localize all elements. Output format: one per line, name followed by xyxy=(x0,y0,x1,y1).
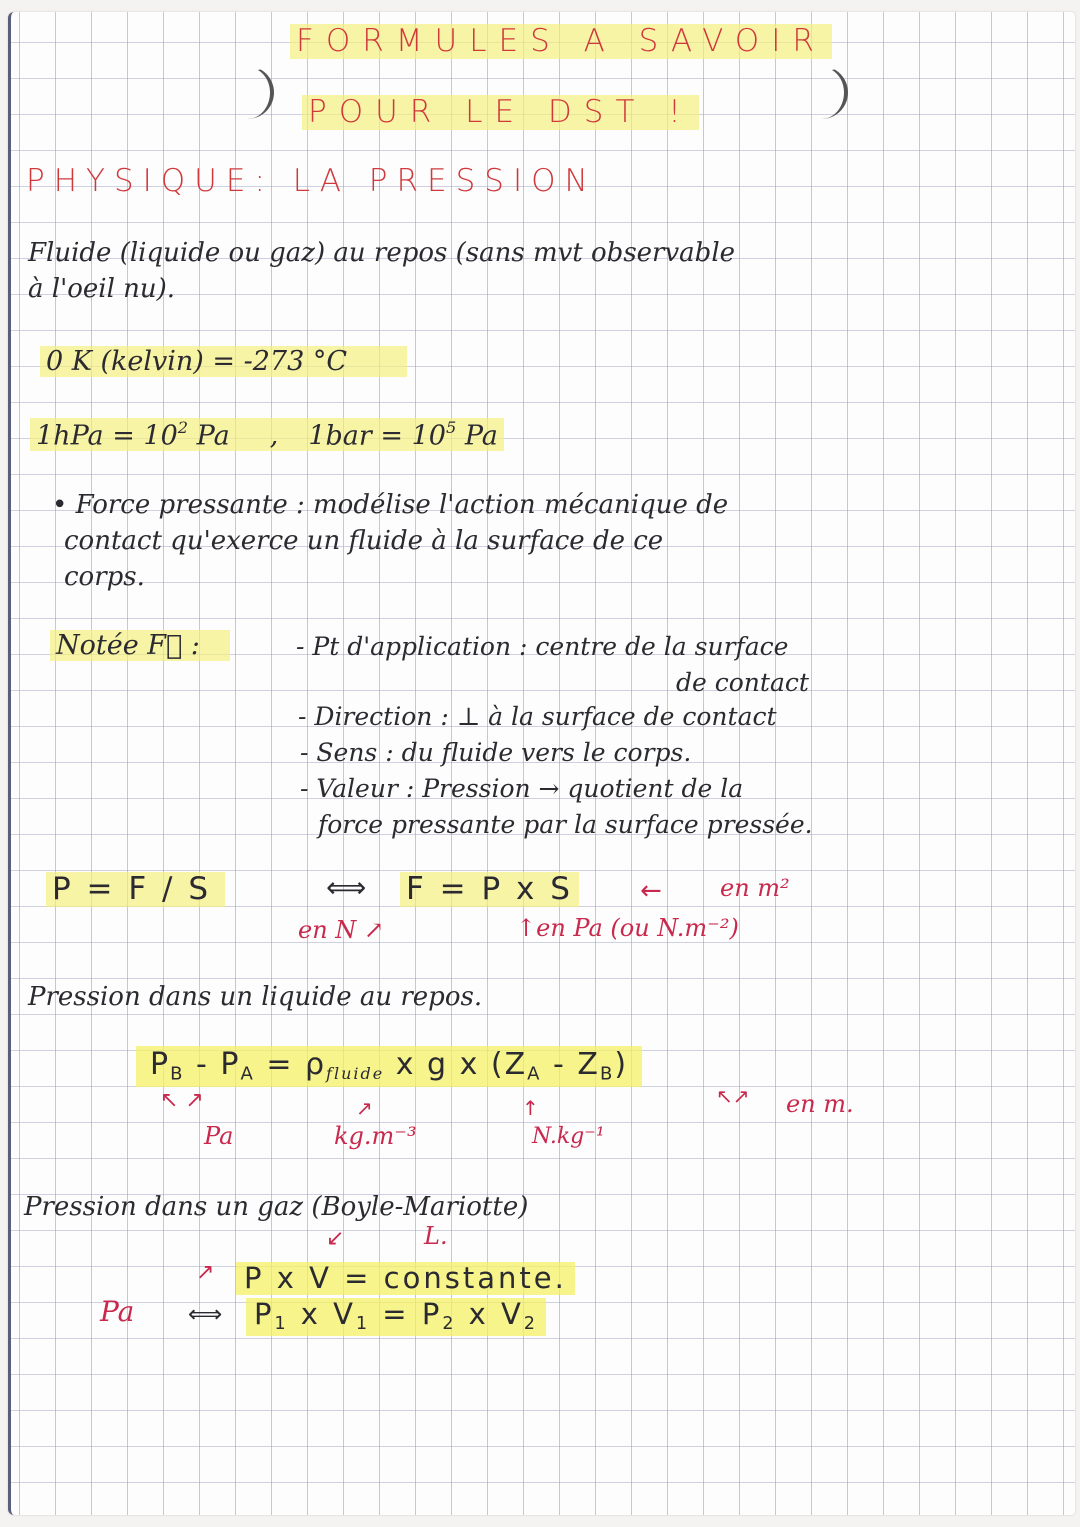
force-item-valeur: - Valeur : Pression → quotient de la xyxy=(300,774,744,803)
p-a-subscript: A xyxy=(240,1063,255,1085)
formula-f-equals-p-times-s: F = P x S xyxy=(400,872,579,907)
p1-subscript: 1 xyxy=(274,1314,289,1335)
force-definition-line-3: corps. xyxy=(64,562,145,592)
force-item-application: - Pt d'application : centre de la surface xyxy=(296,632,789,661)
boyle-mariotte-formula: P x V = constante. xyxy=(236,1262,575,1295)
rho-subscript: fluide xyxy=(326,1063,385,1083)
unit-v-annotation: L. xyxy=(424,1222,448,1250)
v1-subscript: 1 xyxy=(356,1314,371,1335)
p2-subscript: 2 xyxy=(442,1314,457,1335)
pressure-unit-conversions xyxy=(30,418,504,451)
p-b-subscript: B xyxy=(170,1063,185,1085)
force-definition-line-2: contact qu'exerce un fluide à la surface de ce xyxy=(64,526,664,556)
unit-s-annotation: en m² xyxy=(720,874,790,902)
boyle-mariotte-two-states xyxy=(246,1298,546,1336)
intro-line-1: Fluide (liquide ou gaz) au repos (sans mvt observable xyxy=(28,238,736,268)
intro-line-2: à l'oeil nu). xyxy=(28,274,176,304)
gas-heading: Pression dans un gaz (Boyle-Mariotte) xyxy=(24,1192,529,1222)
p-a: P xyxy=(220,1047,241,1082)
v2: x V xyxy=(456,1297,524,1331)
bar-unit: Pa xyxy=(456,420,498,452)
unit-f-annotation: en N ↗ xyxy=(298,916,385,944)
unit-p-annotation: ↑en Pa (ou N.m⁻²) xyxy=(516,914,739,942)
force-item-sens: - Sens : du fluide vers le corps. xyxy=(300,738,692,767)
p2: = P xyxy=(370,1297,443,1331)
hydrostatic-formula xyxy=(136,1046,642,1087)
rhs-rho: = ρ xyxy=(254,1047,327,1082)
hpa-unit: Pa xyxy=(188,420,230,452)
hpa-conversion-left: 1hPa = 10 xyxy=(36,420,178,452)
close-paren: ) xyxy=(614,1047,629,1082)
arrows-to-z: ↖↗ xyxy=(716,1084,750,1108)
arrow-to-v: ↙ xyxy=(326,1226,345,1251)
z-b-subscript: B xyxy=(599,1063,615,1085)
title-line-2: POUR LE DST ! xyxy=(302,95,699,130)
rhs-zb: - Z xyxy=(541,1047,600,1082)
bar-conversion-left: 1bar = 10 xyxy=(308,420,446,452)
unit-g-annotation: N.kg⁻¹ xyxy=(532,1124,605,1149)
arrows-to-pressures: ↖ ↗ xyxy=(160,1088,204,1113)
kelvin-conversion: 0 K (kelvin) = -273 °C xyxy=(40,346,407,377)
hpa-exponent: 2 xyxy=(177,418,189,437)
formula-p-equals-f-over-s: P = F / S xyxy=(46,872,225,907)
arrow-to-rho: ↗ xyxy=(356,1096,373,1120)
unit-p-gas-annotation: Pa xyxy=(100,1295,135,1328)
separator: , xyxy=(269,420,279,452)
minus: - xyxy=(184,1047,221,1082)
force-item-direction: - Direction : ⊥ à la surface de contact xyxy=(298,702,777,731)
arrow-to-p: ↗ xyxy=(196,1260,215,1285)
p1: P xyxy=(254,1297,275,1331)
p-b: P xyxy=(150,1047,171,1082)
unit-pa-annotation: Pa xyxy=(204,1122,234,1150)
force-definition-line-1: • Force pressante : modélise l'action mécanique de xyxy=(52,490,729,520)
unit-z-annotation: en m. xyxy=(786,1090,854,1118)
equivalence-arrow: ⟺ xyxy=(326,871,370,904)
z-a-subscript: A xyxy=(527,1063,542,1085)
v1: x V xyxy=(288,1297,357,1331)
v2-subscript: 2 xyxy=(523,1314,538,1335)
notee-f-label: Notée F⃗ : xyxy=(50,630,230,661)
unit-rho-annotation: kg.m⁻³ xyxy=(334,1122,417,1150)
force-item-valeur-cont: force pressante par la surface pressée. xyxy=(318,810,813,839)
title-line-1: FORMULES A SAVOIR xyxy=(290,24,832,59)
section-title: PHYSIQUE: LA PRESSION xyxy=(26,163,597,199)
bar-exponent: 5 xyxy=(445,418,457,437)
liquid-heading: Pression dans un liquide au repos. xyxy=(28,982,483,1012)
rhs-g: x g x (Z xyxy=(384,1047,528,1082)
arrow-to-g: ↑ xyxy=(522,1096,539,1120)
force-item-application-cont: de contact xyxy=(676,668,809,697)
gas-equivalence-arrow: ⟺ xyxy=(188,1300,226,1328)
arrow-to-s: ← xyxy=(640,876,662,906)
